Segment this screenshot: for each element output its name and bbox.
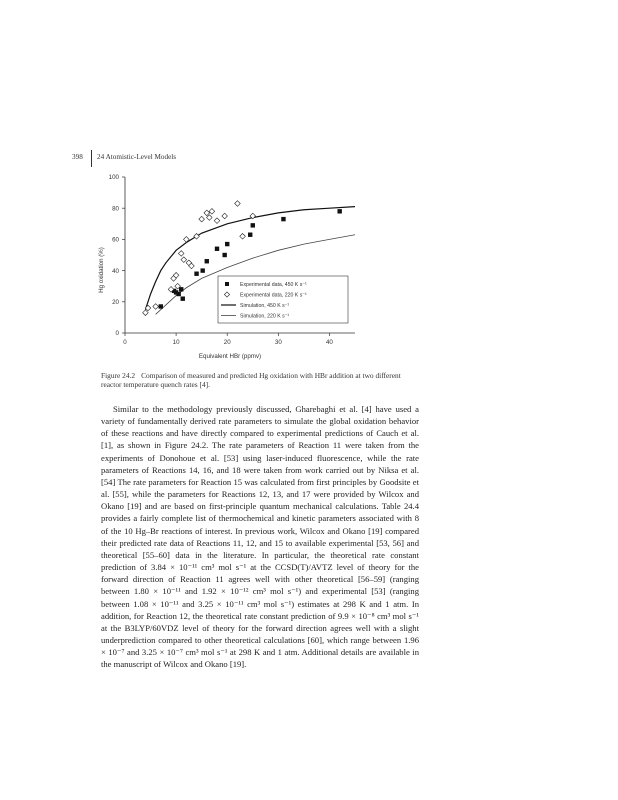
legend-label: Experimental data, 220 K s⁻¹: [240, 292, 307, 299]
data-point-filled-square: [179, 287, 183, 291]
data-point-filled-square: [215, 247, 219, 251]
figure: [72, 168, 372, 373]
figure-caption: [101, 371, 419, 390]
figure-caption-text: Comparison of measured and predicted Hg oxidation with HBr addition at two different reactor temperature quench rates [4].: [101, 371, 401, 390]
section-title: 24 Atomistic-Level Models: [97, 153, 177, 161]
data-point-filled-square: [200, 268, 204, 272]
data-point-filled-square: [181, 296, 185, 300]
y-tick-label: 100: [108, 174, 119, 182]
data-point-filled-square: [176, 292, 180, 296]
x-tick-label: 30: [274, 339, 282, 346]
data-point-filled-square: [194, 272, 198, 276]
data-point-filled-square: [225, 242, 229, 246]
data-point-filled-square: [248, 233, 252, 237]
y-tick-label: 80: [112, 205, 119, 213]
legend-marker-filled-square: [225, 282, 229, 286]
hg-oxidation-chart: [72, 168, 372, 368]
data-point-filled-square: [205, 259, 209, 263]
legend-label: Experimental data, 450 K s⁻¹: [240, 282, 307, 288]
x-tick-label: 40: [325, 339, 333, 346]
x-tick-label: 0: [123, 339, 127, 346]
figure-caption-label: Figure 24.2: [101, 371, 136, 380]
y-tick-label: 0: [115, 330, 119, 338]
y-tick-label: 20: [112, 299, 119, 306]
page-number: 398: [72, 153, 83, 161]
y-tick-label: 40: [112, 267, 119, 275]
x-axis-label: Equivalent HBr (ppmv): [198, 353, 262, 360]
y-axis-label: Hg oxidation (%): [98, 247, 105, 293]
x-tick-label: 10: [172, 339, 180, 346]
y-tick-label: 60: [112, 236, 119, 244]
data-point-filled-square: [159, 304, 163, 308]
data-point-filled-square: [222, 253, 226, 257]
body-paragraph: Similar to the methodology previously discussed, Gharebaghi et al. [4] have used a variety of fundamentally derived rate parameters to simulate the global oxidation behavior of these reactions and have directly compared to experimental predictions of Cauch et al. [1], as shown in Figure 24.2. The rate parameters of Reaction 11 were taken from the experiments of Donohoue et al. [53] using laser-induced fluorescence, while the rate parameters of Reactions 14, 16, and 18 were taken from work carried out by Niksa et al. [54] The rate parameters for Reaction 15 was calculated from first principles by Goodsite et al. [55], while the parameters for Reactions 12, 13, and 17 were provided by Wilcox and Okano [19] and are based on first-principle quantum mechanical calculations. Table 24.4 provides a fairly complete list of thermochemical and kinetic parameters associated with 8 of the 10 Hg–Br reactions of interest. In previous work, Wilcox and Okano [19] compared their predicted rate data of Reactions 11, 12, and 15 to available experimental [53, 56] and theoretical [55–60] data in the literature. In particular, the theoretical rate constant prediction of 3.84 × 10⁻¹¹ cm³ mol s⁻¹ at the CCSD(T)/AVTZ level of theory for the forward direction of Reaction 11 agrees well with other theoretical [56–59] (ranging between 1.80 × 10⁻¹¹ and 1.92 × 10⁻¹² cm³ mol s⁻¹) and experimental [53] (ranging between 1.08 × 10⁻¹¹ and 3.25 × 10⁻¹¹ cm³ mol s⁻¹) estimates at 298 K and 1 atm. In addition, for Reaction 12, the theoretical rate constant prediction of 9.9 × 10⁻⁸ cm³ mol s⁻¹ at the B3LYP/60VDZ level of theory for the forward direction agrees well with a slight underprediction compared to other theoretical calculations [60], which range between 1.96 × 10⁻⁷ and 3.25 × 10⁻⁷ cm³ mol s⁻¹ at 298 K and 1 atm. Additional details are available in the manuscript of Wilcox and Okano [19].: [101, 404, 419, 670]
data-point-filled-square: [251, 223, 255, 227]
legend-label: Simulation, 220 K s⁻¹: [240, 313, 290, 320]
data-point-filled-square: [281, 217, 285, 221]
legend-label: Simulation, 450 K s⁻¹: [240, 303, 290, 309]
data-point-filled-square: [337, 209, 341, 213]
running-head: [72, 150, 412, 164]
header-divider: [91, 150, 92, 167]
x-tick-label: 20: [223, 339, 231, 346]
